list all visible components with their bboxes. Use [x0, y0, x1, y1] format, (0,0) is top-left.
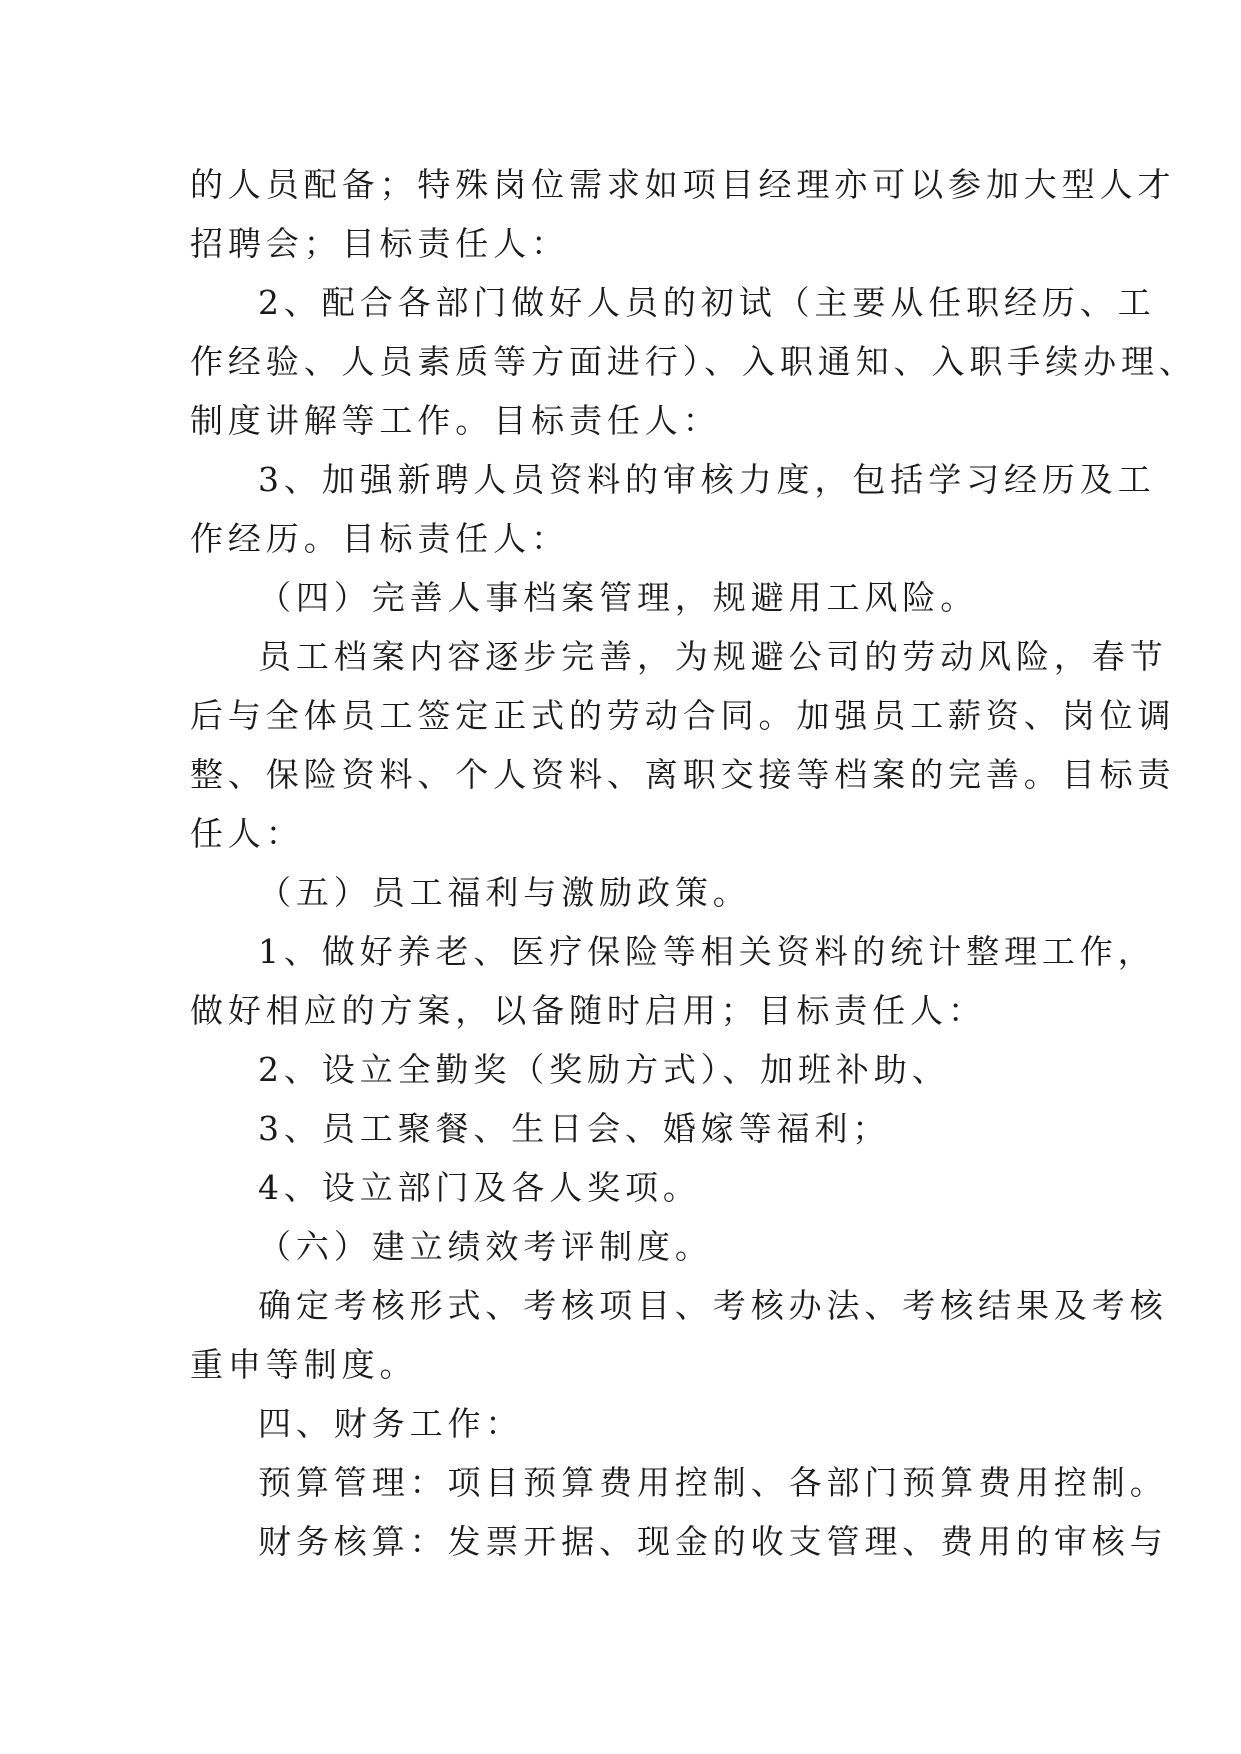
section-heading: （五）员工福利与激励政策。: [258, 873, 751, 912]
text-line: 任人：: [190, 814, 304, 853]
text-line: 3、加强新聘人员资料的审核力度，包括学习经历及工: [258, 460, 1156, 499]
text-line: 做好相应的方案，以备随时启用；目标责任人：: [190, 991, 986, 1030]
text-line: 2、配合各部门做好人员的初试（主要从任职经历、工: [258, 283, 1156, 322]
text-line: 后与全体员工签定正式的劳动合同。加强员工薪资、岗位调: [190, 696, 1176, 735]
text-line: 确定考核形式、考核项目、考核办法、考核结果及考核: [258, 1286, 1168, 1325]
text-line: 4、设立部门及各人奖项。: [258, 1168, 701, 1207]
text-line: 的人员配备；特殊岗位需求如项目经理亦可以参加大型人才: [190, 165, 1176, 204]
text-line: 预算管理：项目预算费用控制、各部门预算费用控制。: [258, 1463, 1168, 1502]
text-line: 作经验、人员素质等方面进行）、入职通知、入职手续办理、: [190, 342, 1197, 381]
text-line: 整、保险资料、个人资料、离职交接等档案的完善。目标责: [190, 755, 1176, 794]
text-line: 招聘会；目标责任人：: [190, 224, 569, 263]
text-line: 3、员工聚餐、生日会、婚嫁等福利；: [258, 1109, 891, 1148]
text-line: 1、做好养老、医疗保险等相关资料的统计整理工作，: [258, 932, 1156, 971]
text-line: 2、设立全勤奖（奖励方式）、加班补助、: [258, 1050, 950, 1089]
text-line: 制度讲解等工作。目标责任人：: [190, 401, 721, 440]
section-heading: （六）建立绩效考评制度。: [258, 1227, 713, 1266]
text-line: 财务核算：发票开据、现金的收支管理、费用的审核与: [258, 1522, 1168, 1561]
text-line: 作经历。目标责任人：: [190, 519, 569, 558]
text-line: 重申等制度。: [190, 1345, 418, 1384]
section-heading: 四、财务工作：: [258, 1404, 524, 1443]
text-line: 员工档案内容逐步完善，为规避公司的劳动风险，春节: [258, 637, 1168, 676]
section-heading: （四）完善人事档案管理，规避用工风险。: [258, 578, 979, 617]
document-page: [190, 155, 1197, 1571]
